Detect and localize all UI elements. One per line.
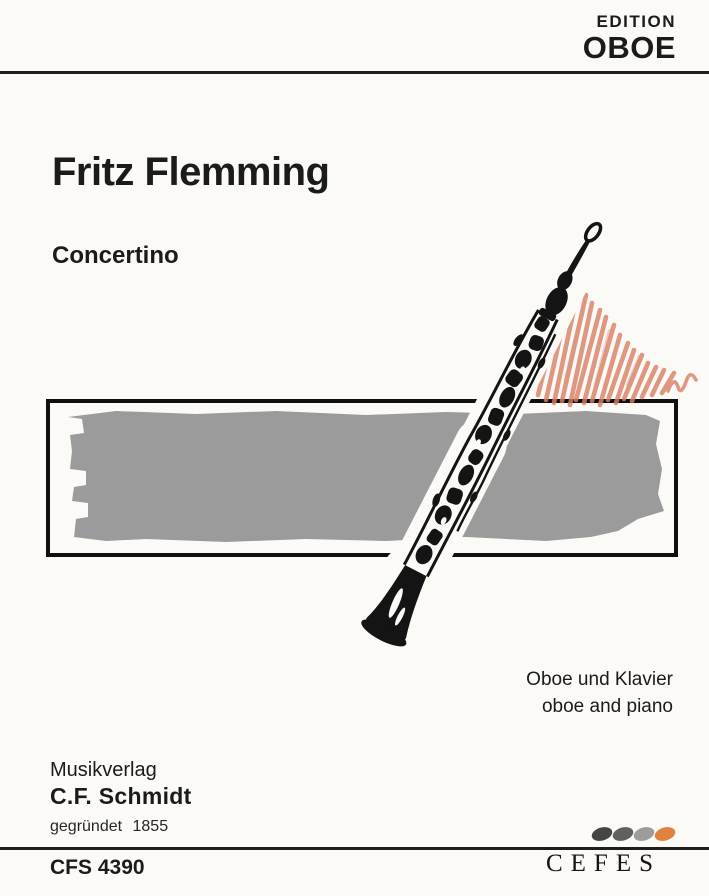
instrumentation-en: oboe and piano — [541, 696, 673, 717]
cefes-logo-dots — [591, 824, 677, 843]
oboe-illustration — [270, 195, 690, 695]
publisher-name: C.F. Schmidt — [50, 783, 192, 809]
edition-series-name: OBOE — [582, 30, 676, 65]
publisher-imprint — [50, 760, 192, 835]
logo-dot-1 — [591, 825, 614, 843]
edition-header — [583, 13, 676, 63]
top-rule — [0, 71, 709, 74]
publisher-founded: gegründet 1855 — [50, 818, 169, 835]
instrumentation-de: Oboe und Klavier — [526, 669, 673, 690]
logo-dot-4 — [653, 825, 677, 843]
logo-dot-2 — [611, 825, 635, 843]
edition-label: EDITION — [596, 12, 676, 31]
logo-dot-3 — [632, 825, 656, 843]
publisher-type: Musikverlag — [50, 759, 157, 781]
composer-name: Fritz Flemming — [52, 150, 330, 194]
cefes-logo-text: CEFES — [545, 850, 661, 877]
catalog-number: CFS 4390 — [50, 856, 145, 879]
instrumentation — [526, 666, 673, 720]
work-title: Concertino — [52, 242, 179, 269]
